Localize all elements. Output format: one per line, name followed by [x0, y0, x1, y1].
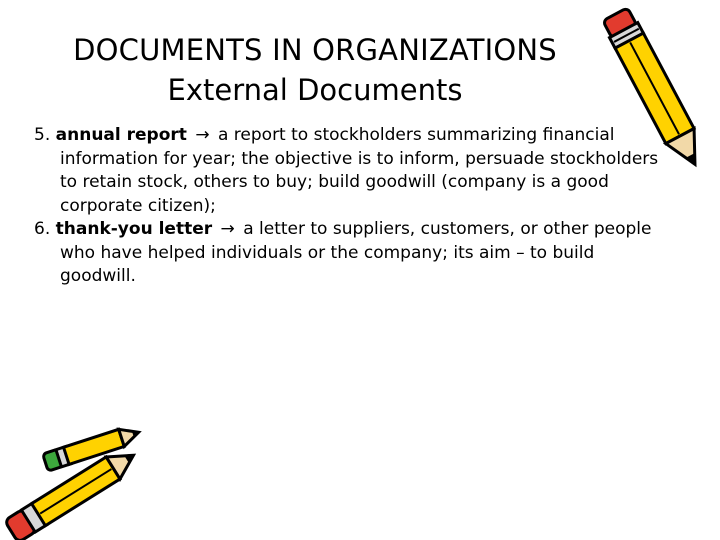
- item-number: 5.: [34, 125, 51, 145]
- arrow-icon: →: [195, 125, 210, 145]
- item-term: thank-you letter: [55, 219, 213, 239]
- pencil-icon: [600, 0, 720, 180]
- item-definition: a report to stockholders summarizing financial information for year; the objective is to inform, persuade stockholders to retain stock, others to buy; build goodwill (company is a good corporate citizen);: [60, 125, 659, 216]
- title-block: [0, 30, 630, 110]
- list-item: [34, 218, 664, 289]
- item-term: annual report: [55, 125, 187, 145]
- list-item: [34, 124, 664, 218]
- item-number: 6.: [34, 219, 51, 239]
- pencils-icon: [0, 430, 160, 540]
- arrow-icon: →: [220, 219, 235, 239]
- definition-list: [34, 124, 664, 289]
- page-title: DOCUMENTS IN ORGANIZATIONS: [73, 33, 557, 67]
- item-definition: a letter to suppliers, customers, or other people who have helped individuals or the company; its aim – to build goodwill.: [60, 219, 652, 286]
- page-subtitle: External Documents: [167, 73, 463, 107]
